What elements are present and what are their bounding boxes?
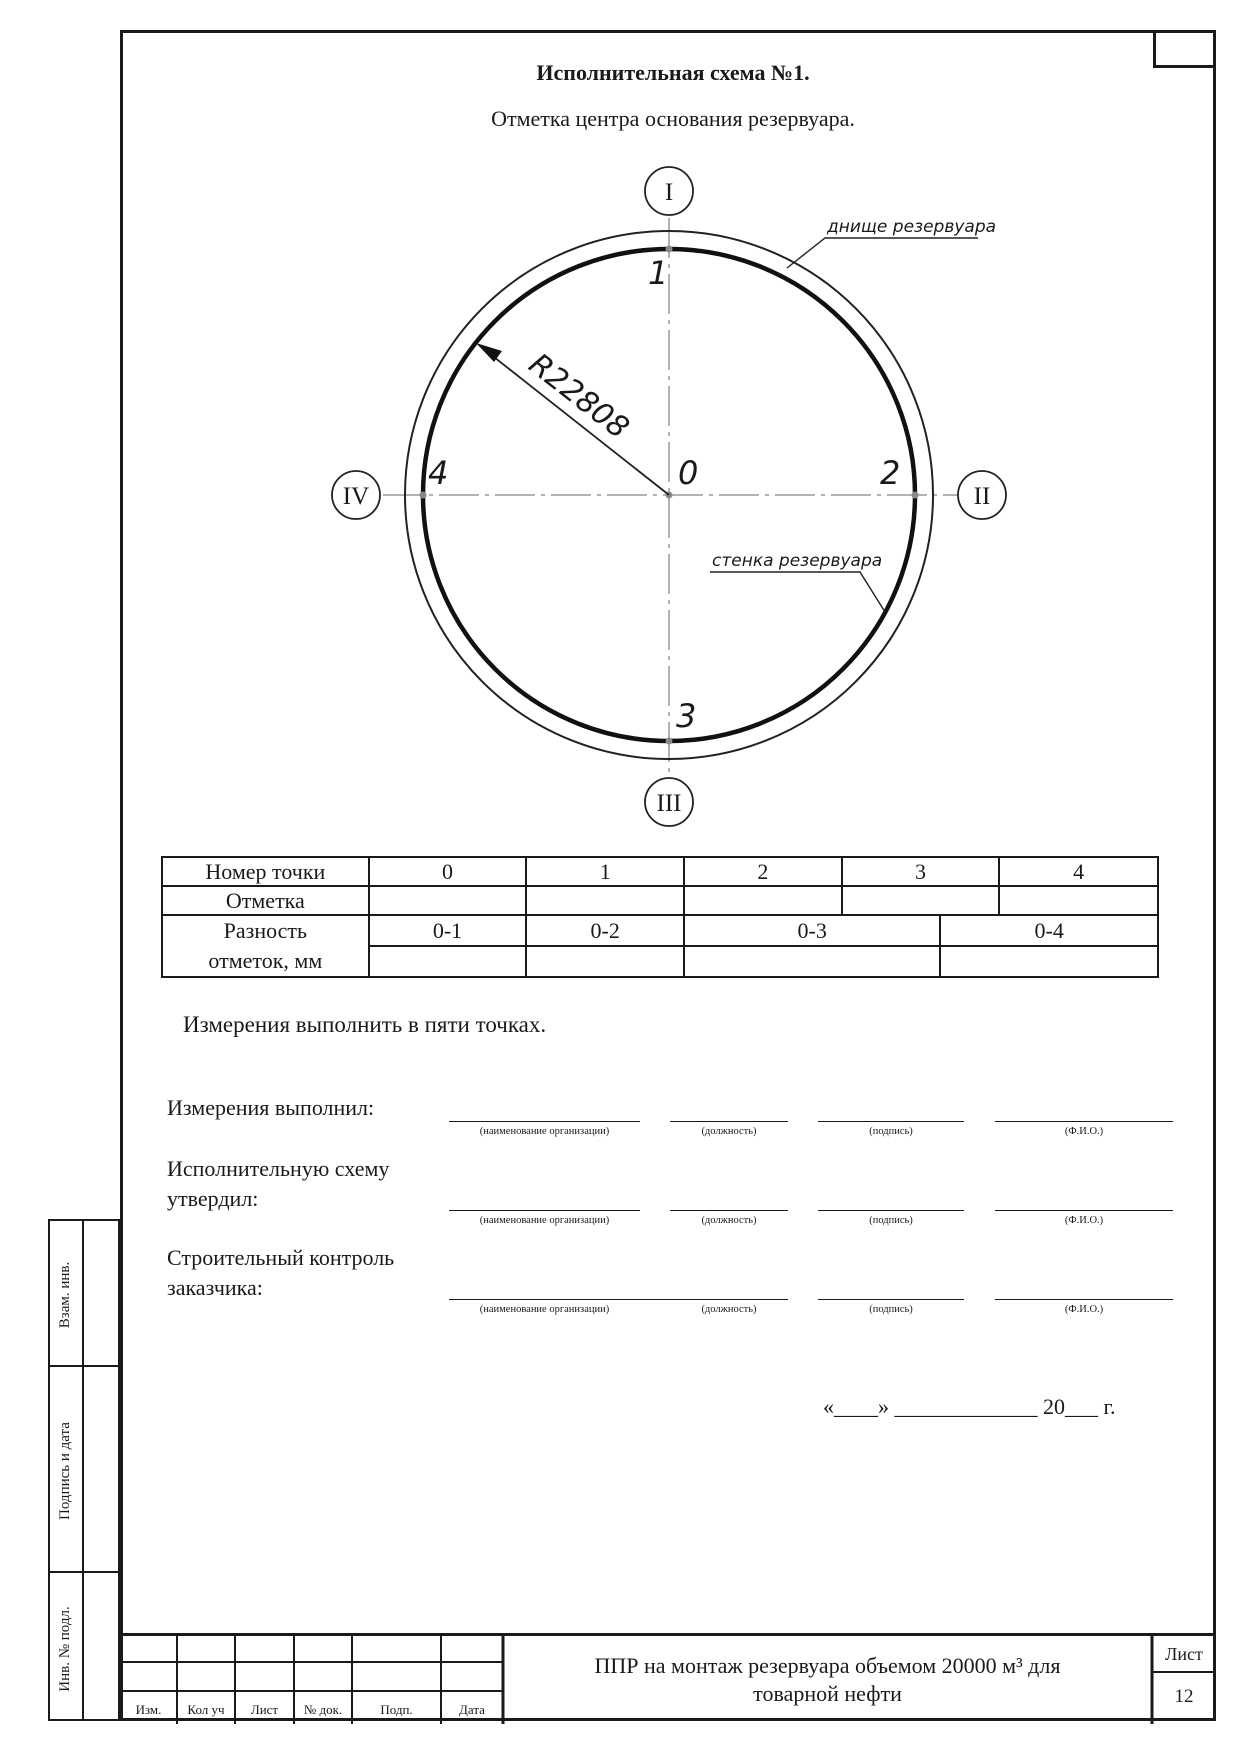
caption-name: (Ф.И.О.)	[1064, 1304, 1104, 1315]
side-stamp-label: Взам. инв.	[57, 1261, 73, 1329]
col-list: Лист	[250, 1702, 279, 1717]
table-point-cell: 0	[369, 857, 527, 886]
sheet-label: Лист	[1165, 1644, 1203, 1664]
table-row	[162, 857, 1158, 886]
table-row	[162, 886, 1158, 915]
caption-org: (наименование организации)	[479, 1215, 610, 1226]
approved-label-line1: Исполнительную схему	[167, 1156, 390, 1181]
table-header-cell: Отметка	[162, 886, 369, 915]
table-value-cell	[999, 886, 1158, 915]
control-label-line1: Строительный контроль	[167, 1245, 395, 1270]
axis-label-III: III	[656, 790, 682, 817]
caption-org: (наименование организации)	[479, 1304, 610, 1315]
name-line	[995, 1299, 1173, 1300]
page-title: Исполнительная схема №1.	[536, 60, 810, 85]
caption-position: (должность)	[701, 1304, 757, 1315]
axis-label-IV: IV	[342, 483, 370, 510]
point-marker-4	[420, 492, 427, 499]
table-diff-cell: 0-1	[369, 915, 527, 946]
table-value-cell	[940, 946, 1158, 977]
col-izm: Изм.	[135, 1702, 162, 1717]
point-marker-3	[666, 738, 673, 745]
page-subtitle: Отметка центра основания резервуара.	[491, 106, 855, 131]
caption-org: (наименование организации)	[479, 1126, 610, 1137]
approved-label-line2: утвердил:	[167, 1186, 259, 1211]
document-title-line2: товарной нефти	[753, 1681, 902, 1706]
performed-by-label: Измерения выполнил:	[167, 1095, 375, 1120]
table-point-cell: 4	[999, 857, 1158, 886]
diff-label-line2: отметок, мм	[208, 948, 323, 973]
table-diff-cell: 0-2	[526, 915, 684, 946]
sheet-number: 12	[1174, 1686, 1194, 1707]
side-stamp-cell	[48, 1219, 120, 1367]
table-diff-cell: 0-4	[940, 915, 1158, 946]
table-value-cell	[526, 946, 684, 977]
position-line	[670, 1210, 788, 1211]
axis-label-I: I	[664, 179, 674, 206]
wall-leader	[710, 572, 885, 612]
point-label-4: 4	[428, 454, 449, 492]
point-label-0: 0	[678, 454, 699, 492]
table-point-cell: 2	[684, 857, 842, 886]
caption-name: (Ф.И.О.)	[1064, 1126, 1104, 1137]
control-label-line2: заказчика:	[167, 1275, 263, 1300]
point-label-1: 1	[648, 254, 669, 292]
document-title	[503, 1652, 1152, 1708]
title-block	[120, 1633, 1216, 1721]
bottom-leader	[787, 238, 978, 268]
table-value-cell	[369, 886, 527, 915]
side-stamp-label: Подпись и дата	[57, 1422, 73, 1520]
point-label-3: 3	[676, 697, 697, 735]
org-line	[449, 1121, 640, 1122]
side-stamp-cell	[48, 1571, 120, 1721]
bottom-leader-label: днище резервуара	[827, 217, 997, 237]
document-title-line1: ППР на монтаж резервуара объемом 20000 м³ для	[594, 1653, 1061, 1678]
caption-signature: (подпись)	[869, 1304, 913, 1315]
table-value-cell	[842, 886, 1000, 915]
radius-line	[480, 346, 669, 495]
axis-label-II: II	[973, 483, 991, 510]
point-marker-2	[912, 492, 919, 499]
point-label-2: 2	[880, 454, 901, 492]
table-point-cell: 1	[526, 857, 684, 886]
caption-signature: (подпись)	[869, 1215, 913, 1226]
table-diff-cell: 0-3	[684, 915, 940, 946]
col-doc-no: № док.	[303, 1702, 343, 1717]
caption-position: (должность)	[701, 1215, 757, 1226]
caption-signature: (подпись)	[869, 1126, 913, 1137]
table-value-cell	[684, 886, 842, 915]
measurement-table	[161, 856, 1159, 978]
org-line	[449, 1210, 640, 1211]
date-line: «____» _____________ 20___ г.	[823, 1394, 1116, 1419]
radius-label: R22808	[522, 346, 636, 446]
table-header-cell	[162, 915, 369, 977]
signature-line	[818, 1210, 964, 1211]
org-line	[449, 1299, 788, 1300]
wall-leader-label: стенка резервуара	[712, 551, 883, 571]
col-data: Дата	[459, 1702, 485, 1717]
table-value-cell	[369, 946, 527, 977]
side-stamp-cell	[48, 1365, 120, 1573]
col-podp: Подп.	[380, 1702, 413, 1717]
col-kol-uch: Кол уч	[187, 1702, 225, 1717]
name-line	[995, 1210, 1173, 1211]
name-line	[995, 1121, 1173, 1122]
table-point-cell: 3	[842, 857, 1000, 886]
diff-label-line1: Разность	[223, 918, 308, 943]
side-stamp-label: Инв. № подл.	[57, 1606, 73, 1692]
caption-position: (должность)	[701, 1126, 757, 1137]
caption-name: (Ф.И.О.)	[1064, 1215, 1104, 1226]
table-row	[162, 915, 1158, 946]
point-marker-1	[666, 246, 673, 253]
table-value-cell	[526, 886, 684, 915]
signature-line	[818, 1299, 964, 1300]
table-header-cell: Номер точки	[162, 857, 369, 886]
signature-line	[818, 1121, 964, 1122]
measurement-note: Измерения выполнить в пяти точках.	[183, 1012, 547, 1037]
position-line	[670, 1121, 788, 1122]
table-value-cell	[684, 946, 940, 977]
